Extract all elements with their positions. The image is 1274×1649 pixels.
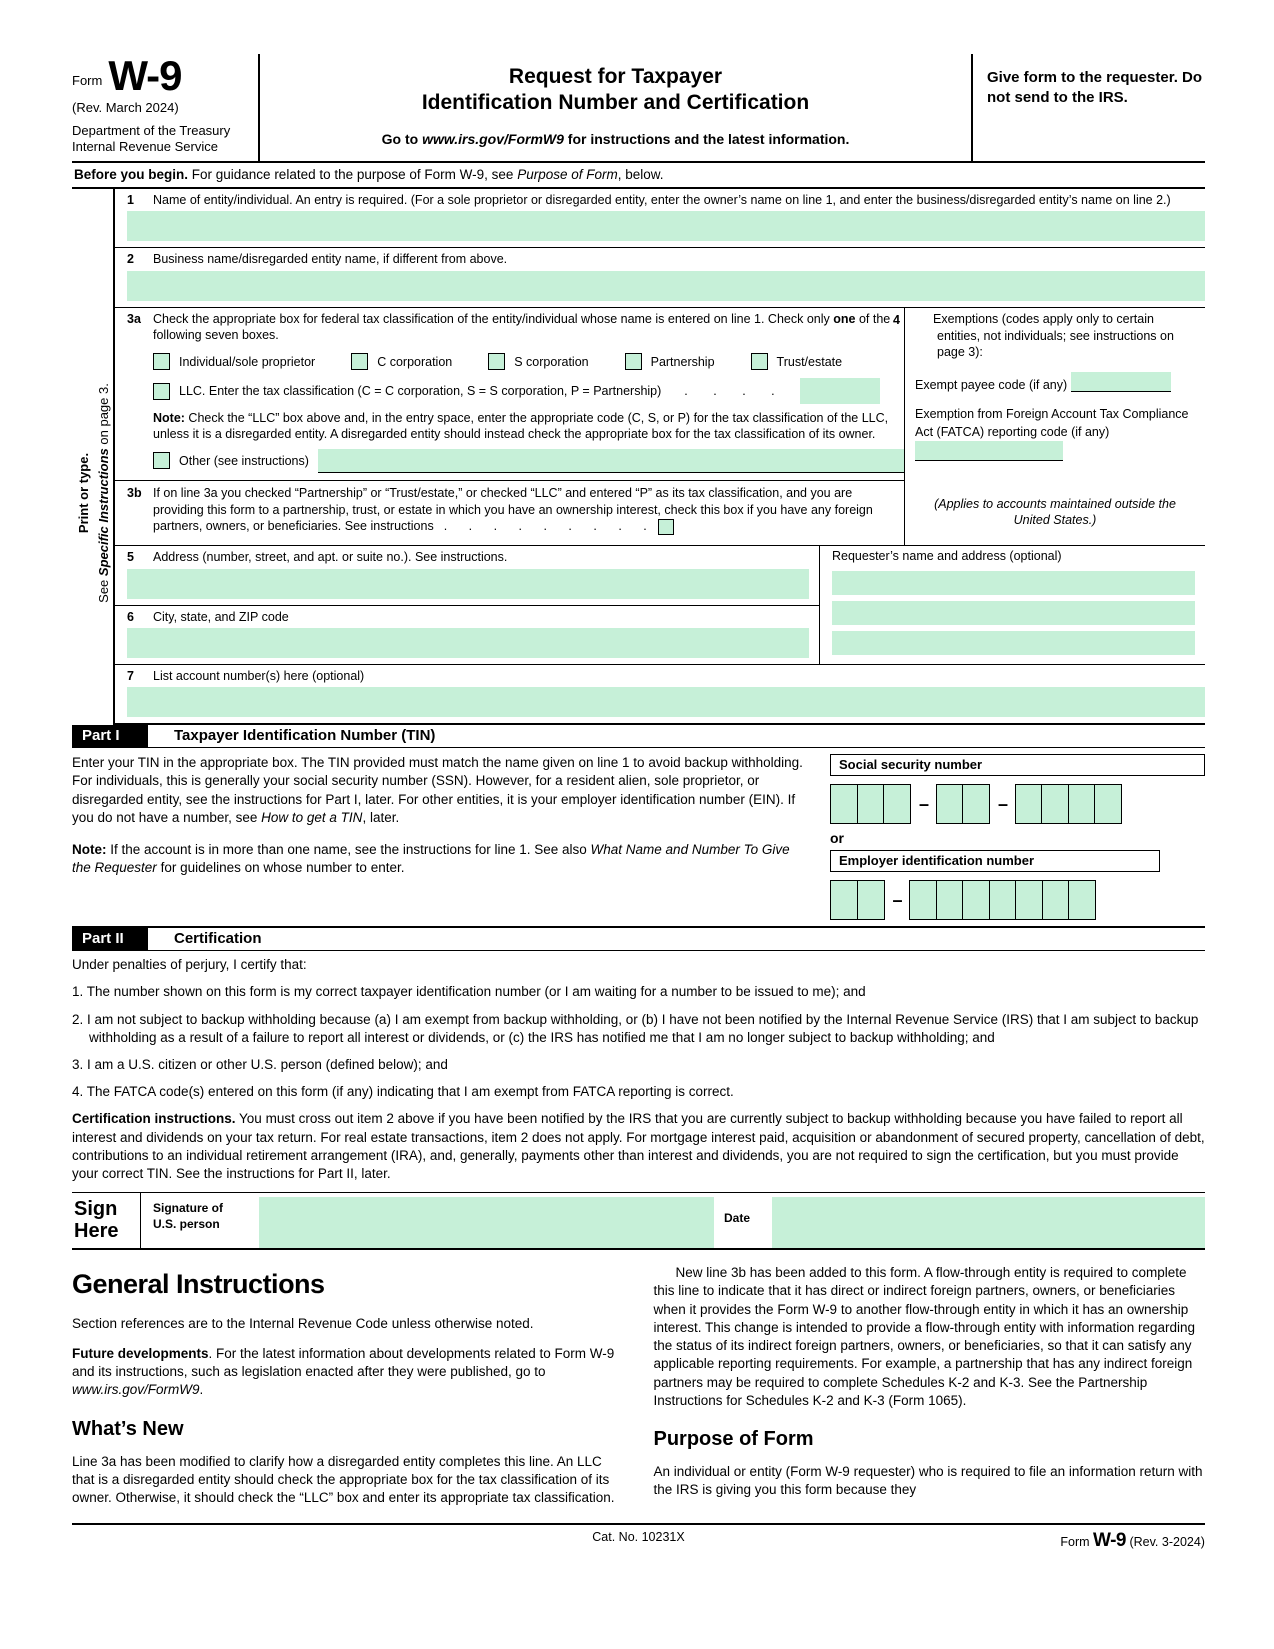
form-body <box>72 189 1205 725</box>
form-id-block <box>72 54 260 161</box>
certify-intro: Under penalties of perjury, I certify that: <box>72 957 307 973</box>
line4-label: Exemptions (codes apply only to certain entities, not individuals; see instructions on page 3): <box>933 311 1174 360</box>
line6-number: 6 <box>127 609 134 624</box>
line3b-number: 3b <box>127 485 142 500</box>
form-number: W-9 <box>108 52 182 99</box>
ssn-boxes <box>830 784 1205 824</box>
line6-section <box>115 606 819 658</box>
checkbox-partnership[interactable] <box>625 353 642 370</box>
line1-number: 1 <box>127 193 134 208</box>
line2-number: 2 <box>127 252 134 267</box>
line6-label: City, state, and ZIP code <box>153 609 289 624</box>
ein-digit-box[interactable] <box>1042 880 1070 920</box>
print-or-type-sidebar <box>72 189 113 725</box>
section-references-para: Section references are to the Internal Revenue Code unless otherwise noted. <box>72 1315 534 1331</box>
sidebar-line1: Print or type. <box>76 453 91 534</box>
requester-input-1[interactable] <box>832 571 1195 595</box>
checkbox-individual-label: Individual/sole proprietor <box>179 354 316 369</box>
date-label: Date <box>724 1211 751 1226</box>
irs-url: www.irs.gov/FormW9 <box>422 130 564 147</box>
date-input[interactable] <box>772 1197 1205 1248</box>
fatca-row <box>915 406 1195 461</box>
other-label: Other (see instructions) <box>179 453 309 468</box>
line1-row <box>115 189 1205 248</box>
certify-item-4: 4. The FATCA code(s) entered on this form (if any) indicating that I am exempt from FATCA reporting is correct. <box>72 1084 734 1100</box>
city-state-zip-input[interactable] <box>127 628 809 658</box>
sidebar-line2: See Specific Instructions on page 3. <box>95 383 111 604</box>
checkbox-individual[interactable] <box>153 353 170 370</box>
checkbox-llc[interactable] <box>153 383 170 400</box>
checkbox-s-corp-label: S corporation <box>514 354 589 369</box>
llc-classification-input[interactable] <box>800 378 880 404</box>
ssn-digit-box[interactable] <box>883 784 911 824</box>
line5-number: 5 <box>127 550 134 565</box>
line7-row <box>115 665 1205 717</box>
certify-item-2: 2. I am not subject to backup withholding because (a) I am exempt from backup withholding, or (b) I have not been notified by the Internal Revenue Service (IRS) that I am subject to backup withholding as a result of a failure to report all interest or dividends, or (c) the IRS has notified me that I am no longer subject to backup withholding; and <box>72 1011 1199 1045</box>
or-label: or <box>830 830 844 847</box>
certify-item-3: 3. I am a U.S. citizen or other U.S. person (defined below); and <box>72 1056 448 1072</box>
signature-input[interactable] <box>259 1197 714 1248</box>
requester-section <box>820 546 1205 664</box>
ein-digit-box[interactable] <box>857 880 885 920</box>
dept-treasury: Department of the Treasury <box>72 122 231 138</box>
whats-new-heading: What’s New <box>72 1417 184 1440</box>
whats-new-para: Line 3a has been modified to clarify how a disregarded entity completes this line. An LLC that is a disregarded entity should check the appropriate box for the tax classification of its owner. Otherwise, it should check the “LLC” box and enter its appropriate tax classification. <box>72 1453 615 1505</box>
exempt-payee-label: Exempt payee code (if any) <box>915 378 1068 393</box>
checkbox-trust-estate-label: Trust/estate <box>776 354 843 369</box>
line3b-label: If on line 3a you checked “Partnership” or “Trust/estate,” or checked “LLC” and entered “P” as its tax classification, and you are providing this form to a partnership, trust, or estate in which you have an ownership interest, check this box if you have any foreign partners, owners, or beneficiaries. See instructions . . . . . . . . . <box>153 485 873 534</box>
ein-digit-box[interactable] <box>830 880 858 920</box>
line3b-dot-leaders: . . . . . . . . . <box>443 519 648 534</box>
line3a-number: 3a <box>127 311 141 326</box>
before-you-begin: Before you begin. For guidance related to the purpose of Form W-9, see Purpose of Form, below. <box>72 163 1205 189</box>
checkbox-foreign-partners[interactable] <box>658 519 674 535</box>
part1-paragraph: Enter your TIN in the appropriate box. The TIN provided must match the name given on line 1 to avoid backup withholding. For individuals, this is generally your social security number (SSN). However, for a resident alien, sole proprietor, or disregarded entity, see the instructions for Part I, later. For other entities, it is your employer identification number (EIN). If you do not have a number, see How to get a TIN, later. <box>72 755 803 825</box>
catalog-number: Cat. No. 10231X <box>592 1530 685 1545</box>
form-header <box>72 54 1205 163</box>
ssn-digit-box[interactable] <box>830 784 858 824</box>
form-word: Form <box>72 72 103 88</box>
signature-section <box>72 1192 1205 1250</box>
line2-row <box>115 248 1205 307</box>
line3b-section <box>115 481 904 546</box>
ein-digit-box[interactable] <box>909 880 937 920</box>
goto-line: Go to www.irs.gov/FormW9 for instructions and the latest information. <box>381 130 850 147</box>
part1-title: Taxpayer Identification Number (TIN) <box>174 727 436 745</box>
ein-digit-box[interactable] <box>936 880 964 920</box>
address-block <box>115 546 1205 665</box>
certification-instructions: Certification instructions. You must cross out item 2 above if you have been notified by the IRS that you are currently subject to backup withholding because you have failed to report all interest and dividends on your tax return. For real estate transactions, item 2 does not apply. For mortgage interest paid, acquisition or abandonment of secured property, cancellation of debt, contributions to an individual retirement arrangement (IRA), and, generally, payments other than interest and dividends, you are not required to sign the certification, but you must provide your correct TIN. See the instructions for Part II, later. <box>72 1111 1205 1182</box>
line3a-label: Check the appropriate box for federal tax classification of the entity/individual whose name is entered on line 1. Check only one of the following seven boxes. <box>153 311 891 342</box>
certify-item-1: 1. The number shown on this form is my correct taxpayer identification number (or I am waiting for a number to be issued to me); and <box>72 984 866 1000</box>
llc-dot-leaders: . . . . <box>684 384 777 399</box>
ssn-digit-box[interactable] <box>1068 784 1096 824</box>
ein-digit-box[interactable] <box>962 880 990 920</box>
part2-header <box>72 926 1205 951</box>
general-instructions <box>72 1250 1205 1519</box>
line5-label: Address (number, street, and apt. or suite no.). See instructions. <box>153 550 508 565</box>
part1-badge: Part I <box>72 725 148 747</box>
ein-boxes <box>830 880 1205 920</box>
instructions-right-column <box>654 1264 1206 1519</box>
exempt-payee-code-input[interactable] <box>1071 372 1171 392</box>
future-developments-para: Future developments. For the latest information about developments related to Form W-9 and its instructions, such as legislation enacted after they were published, go to www.irs.gov/FormW9. <box>72 1345 615 1398</box>
ssn-digit-box[interactable] <box>1041 784 1069 824</box>
ein-label: Employer identification number <box>830 850 1160 872</box>
line5-section <box>115 546 819 605</box>
form-title-block <box>260 54 973 161</box>
checkbox-s-corp[interactable] <box>488 353 505 370</box>
checkbox-other[interactable] <box>153 452 170 469</box>
ssn-digit-box[interactable] <box>962 784 990 824</box>
checkbox-c-corp[interactable] <box>351 353 368 370</box>
name-input[interactable] <box>127 211 1205 241</box>
give-form-note: Give form to the requester. Do not send to the IRS. <box>987 69 1203 107</box>
footer-form-id: Form W-9 (Rev. 3-2024) <box>1060 1530 1205 1552</box>
ssn-digit-box[interactable] <box>936 784 964 824</box>
purpose-of-form-para: An individual or entity (Form W-9 requester) who is required to file an information return with the IRS is giving you this form because they <box>653 1464 1203 1498</box>
tin-entry-area <box>822 754 1205 926</box>
page-title: Request for Taxpayer Identification Number and Certification <box>421 65 810 115</box>
applies-note: (Applies to accounts maintained outside the United States.) <box>934 496 1176 528</box>
general-instructions-heading: General Instructions <box>72 1269 325 1300</box>
line3a-note: Note: Check the “LLC” box above and, in the entry space, enter the appropriate code (C, S, or P) for the tax classification of the LLC, unless it is a disregarded entity. A disregarded entity should instead check the appropriate box for the tax classification of its owner. <box>153 411 889 442</box>
fatca-label: Exemption from Foreign Account Tax Compliance Act (FATCA) reporting code (if any) <box>915 407 1189 439</box>
line2-label: Business name/disregarded entity name, if different from above. <box>153 252 508 267</box>
checkbox-partnership-label: Partnership <box>650 354 715 369</box>
instructions-left-column <box>72 1264 624 1519</box>
classification-exemptions-block <box>115 308 1205 547</box>
form-revision: (Rev. March 2024) <box>72 99 179 115</box>
ssn-digit-box[interactable] <box>1015 784 1043 824</box>
ein-digit-box[interactable] <box>989 880 1017 920</box>
line4-section <box>893 308 1205 546</box>
requester-label: Requester’s name and address (optional) <box>832 549 1062 564</box>
business-name-input[interactable] <box>127 271 1205 301</box>
signature-of-label: Signature of U.S. person <box>153 1201 224 1231</box>
line4-number: 4 <box>893 312 900 327</box>
ssn-dash: – <box>919 793 930 814</box>
ssn-label: Social security number <box>830 754 1205 776</box>
line7-label: List account number(s) here (optional) <box>153 668 365 683</box>
ein-digit-box[interactable] <box>1015 880 1043 920</box>
checkbox-trust-estate[interactable] <box>751 353 768 370</box>
line1-label: Name of entity/individual. An entry is required. (For a sole proprietor or disregarded entity, enter the owner’s name on line 1, and enter the business/disregarded entity’s name on line 2.) <box>153 193 1171 208</box>
line3a-section <box>115 308 904 481</box>
part2-badge: Part II <box>72 928 148 950</box>
part2-body <box>72 951 1205 1183</box>
requester-input-2[interactable] <box>832 601 1195 625</box>
sign-here-label: Sign Here <box>74 1198 119 1243</box>
ssn-digit-box[interactable] <box>857 784 885 824</box>
exempt-payee-row <box>915 372 1195 392</box>
ssn-dash: – <box>998 793 1009 814</box>
new-line-3b-para: New line 3b has been added to this form. A flow-through entity is required to complete this line to indicate that it has direct or indirect foreign partners, owners, or beneficiaries when it provides the Form W-9 to another flow-through entity in which it has an ownership interest. This change is intended to provide a flow-through entity with information regarding the status of its indirect foreign partners, owners, or beneficiaries, so that it can satisfy any applicable reporting requirements. For example, a partnership that has any indirect foreign partners may be required to complete Schedules K-2 and K-3. See the Partnership Instructions for Schedules K-2 and K-3 (Form 1065). <box>653 1265 1196 1408</box>
dept-irs: Internal Revenue Service <box>72 138 218 154</box>
purpose-of-form-heading: Purpose of Form <box>653 1428 814 1450</box>
part1-body <box>72 748 1205 926</box>
address-input[interactable] <box>127 569 809 599</box>
line7-number: 7 <box>127 668 134 683</box>
requester-input-3[interactable] <box>832 631 1195 655</box>
fatca-code-input[interactable] <box>915 441 1063 461</box>
ein-digit-box[interactable] <box>1068 880 1096 920</box>
page-footer <box>72 1523 1205 1552</box>
ssn-digit-box[interactable] <box>1094 784 1122 824</box>
ein-dash: – <box>892 889 903 910</box>
account-numbers-input[interactable] <box>127 687 1205 717</box>
other-input[interactable] <box>318 449 904 473</box>
part1-note: Note: If the account is in more than one name, see the instructions for line 1. See also What Name and Number To Give the Requester for guidelines on whose number to enter. <box>72 841 790 876</box>
part2-title: Certification <box>174 930 262 948</box>
llc-label: LLC. Enter the tax classification (C = C corporation, S = S corporation, P = Partnership) <box>179 384 662 399</box>
part1-header <box>72 725 1205 748</box>
checkbox-c-corp-label: C corporation <box>377 354 453 369</box>
